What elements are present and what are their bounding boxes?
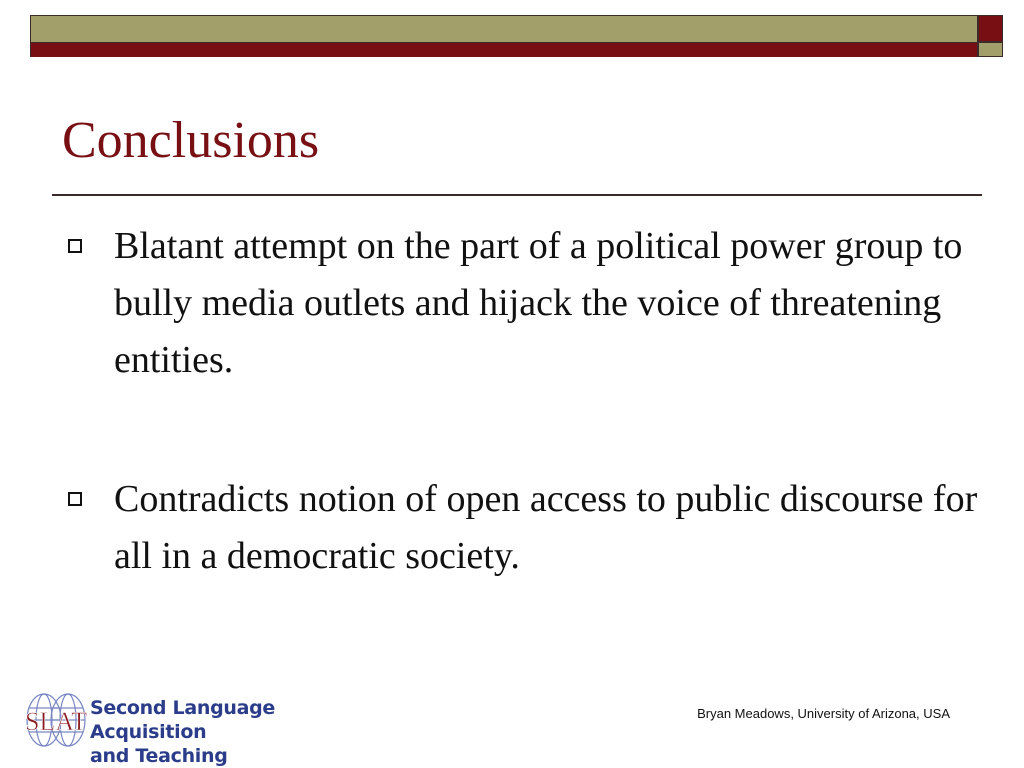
slide-title: Conclusions xyxy=(62,112,320,169)
logo-line-1: Second Language Acquisition xyxy=(90,697,276,743)
bullet-item xyxy=(60,471,980,585)
bullet-item xyxy=(60,218,980,389)
slat-logo xyxy=(24,690,344,767)
bullet-text: Blatant attempt on the part of a political power group to bully media outlets and hijack the voice of threatening entities. xyxy=(114,225,963,381)
bullet-list xyxy=(60,218,980,667)
top-bar-maroon-band xyxy=(31,43,977,57)
hollow-square-bullet-icon xyxy=(68,239,82,253)
footer-credit: Bryan Meadows, University of Arizona, USA xyxy=(697,706,950,721)
top-decorative-bar xyxy=(30,15,978,57)
logo-line-2: and Teaching xyxy=(90,745,228,767)
logo-emblem-text: SLAT xyxy=(24,707,88,736)
hollow-square-bullet-icon xyxy=(68,492,82,506)
corner-olive-square xyxy=(978,42,1003,57)
globe-logo-icon xyxy=(24,690,88,750)
top-bar-olive-band xyxy=(31,16,977,43)
corner-maroon-square xyxy=(978,15,1003,42)
logo-wordmark xyxy=(90,696,344,768)
bullet-text: Contradicts notion of open access to public discourse for all in a democratic society. xyxy=(114,478,978,577)
title-divider xyxy=(52,194,982,196)
